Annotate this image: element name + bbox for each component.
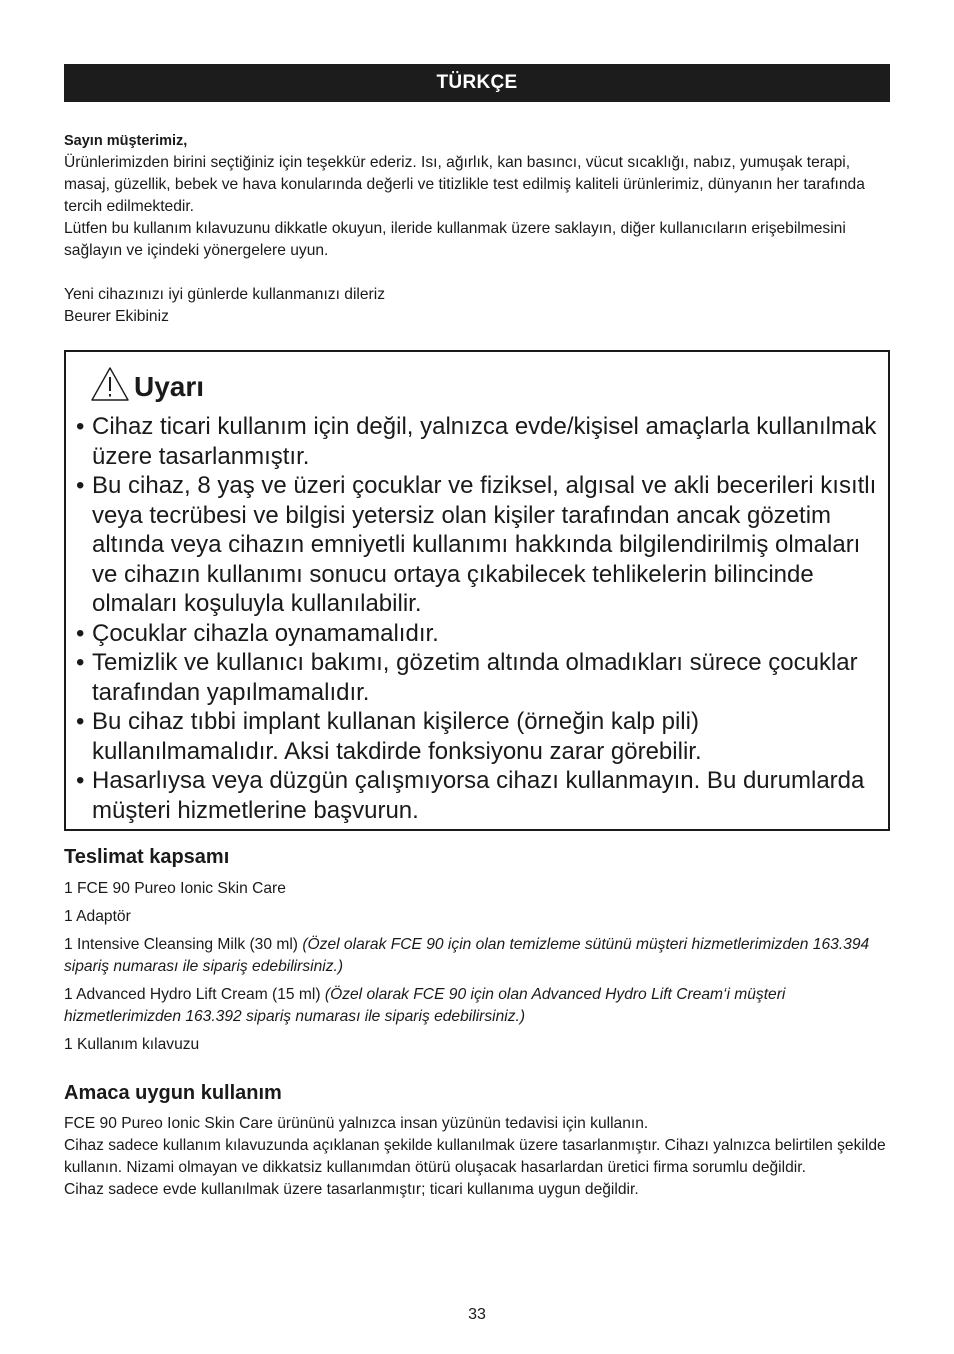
page-number: 33 — [468, 1306, 486, 1323]
usage-section — [64, 1113, 890, 1201]
warning-item: • Hasarlıysa veya düzgün çalışmıyorsa cihazı kullanmayın. Bu durumlarda müşteri hizmetlerine başvurun. — [76, 767, 865, 824]
bullet: • — [76, 619, 85, 647]
usage-title: Amaca uygun kullanım — [64, 1082, 282, 1104]
intro-section — [64, 130, 890, 328]
scope-item: 1 Intensive Cleansing Milk (30 ml) (Özel olarak FCE 90 için olan temizleme sütünü müşteri hizmetlerimizden 163.394 sipariş numarası ile sipariş edebilirsiniz.) — [64, 936, 870, 975]
closing-line: Yeni cihazınızı iyi günlerde kullanmanızı dileriz — [64, 286, 385, 303]
warning-box — [64, 350, 890, 831]
scope-item: 1 FCE 90 Pureo Ionic Skin Care — [64, 880, 286, 897]
scope-list — [64, 878, 890, 1062]
warning-triangle-icon — [90, 366, 130, 402]
scope-item: 1 Adaptör — [64, 908, 131, 925]
greeting: Sayın müşterimiz, — [64, 133, 188, 149]
scope-title: Teslimat kapsamı — [64, 846, 230, 868]
warning-list — [76, 412, 882, 825]
language-label: TÜRKÇE — [436, 72, 518, 93]
warning-item: • Çocuklar cihazla oynamamalıdır. — [76, 619, 439, 647]
language-header-bar — [64, 64, 890, 102]
warning-item: • Bu cihaz, 8 yaş ve üzeri çocuklar ve fiziksel, algısal ve akli becerileri kısıtlı veya tecrübesi ve bilgisi yetersiz olan kişiler tarafından ancak gözetim altında veya cihazın emniyetli kullanımı hakkında bilgilendirilmiş olmaları ve cihazın kullanımı sonucu ortaya çıkabilecek tehlikelerin bilincinde olmaları koşuluyla kullanılabilir. — [76, 472, 877, 617]
scope-item-note: (Özel olarak FCE 90 için olan Advanced Hydro Lift Cream‘i müşteri hizmetlerimizden 163.392 sipariş numarası ile sipariş edebilirsiniz.) — [64, 986, 786, 1025]
bullet: • — [76, 472, 85, 499]
bullet: • — [76, 413, 85, 440]
warning-item: • Bu cihaz tıbbi implant kullanan kişilerce (örneğin kalp pili) kullanılmamalıdır. Aksi takdirde fonksiyonu zarar görebilir. — [76, 708, 702, 765]
bullet: • — [76, 767, 85, 794]
scope-item: 1 Kullanım kılavuzu — [64, 1036, 200, 1053]
warning-item: • Temizlik ve kullanıcı bakımı, gözetim altında olmadıkları sürece çocuklar tarafından yapılmamalıdır. — [76, 649, 858, 706]
closing-signature: Beurer Ekibiniz — [64, 308, 169, 325]
intro-paragraph: Ürünlerimizden birini seçtiğiniz için teşekkür ederiz. Isı, ağırlık, kan basıncı, vücut sıcaklığı, nabız, yumuşak terapi, masaj, güzellik, bebek ve hava konularında değerli ve titizlikle test edilmiş kaliteli ürünlerimiz, dünyanın her tarafında tercih edilmektedir. — [64, 154, 865, 215]
usage-paragraph: Cihaz sadece kullanım kılavuzunda açıklanan şekilde kullanılmak üzere tasarlanmıştır. Cihazı yalnızca belirtilen şekilde kullanın. Nizami olmayan ve dikkatsiz kullanımdan ötürü oluşacak hasarlardan üretici firma sorumlu değildir. — [64, 1137, 886, 1176]
warning-item: • Cihaz ticari kullanım için değil, yalnızca evde/kişisel amaçlarla kullanılmak üzere tasarlanmıştır. — [76, 413, 877, 470]
bullet: • — [76, 708, 85, 735]
usage-paragraph: Cihaz sadece evde kullanılmak üzere tasarlanmıştır; ticari kullanıma uygun değildir. — [64, 1181, 639, 1198]
scope-item-note: (Özel olarak FCE 90 için olan temizleme sütünü müşteri hizmetlerimizden 163.394 sipariş numarası ile sipariş edebilirsiniz.) — [64, 936, 870, 975]
bullet: • — [76, 649, 85, 676]
intro-paragraph: Lütfen bu kullanım kılavuzunu dikkatle okuyun, ileride kullanmak üzere saklayın, diğer kullanıcıların erişebilmesini sağlayın ve içindeki yönergelere uyun. — [64, 220, 846, 259]
warning-title: Uyarı — [134, 371, 205, 402]
usage-paragraph: FCE 90 Pureo Ionic Skin Care ürününü yalnızca insan yüzünün tedavisi için kullanın. — [64, 1115, 649, 1132]
warning-heading — [90, 366, 204, 402]
scope-item: 1 Advanced Hydro Lift Cream (15 ml) (Özel olarak FCE 90 için olan Advanced Hydro Lift Cream‘i müşteri hizmetlerimizden 163.392 sipariş numarası ile sipariş edebilirsiniz.) — [64, 986, 786, 1025]
